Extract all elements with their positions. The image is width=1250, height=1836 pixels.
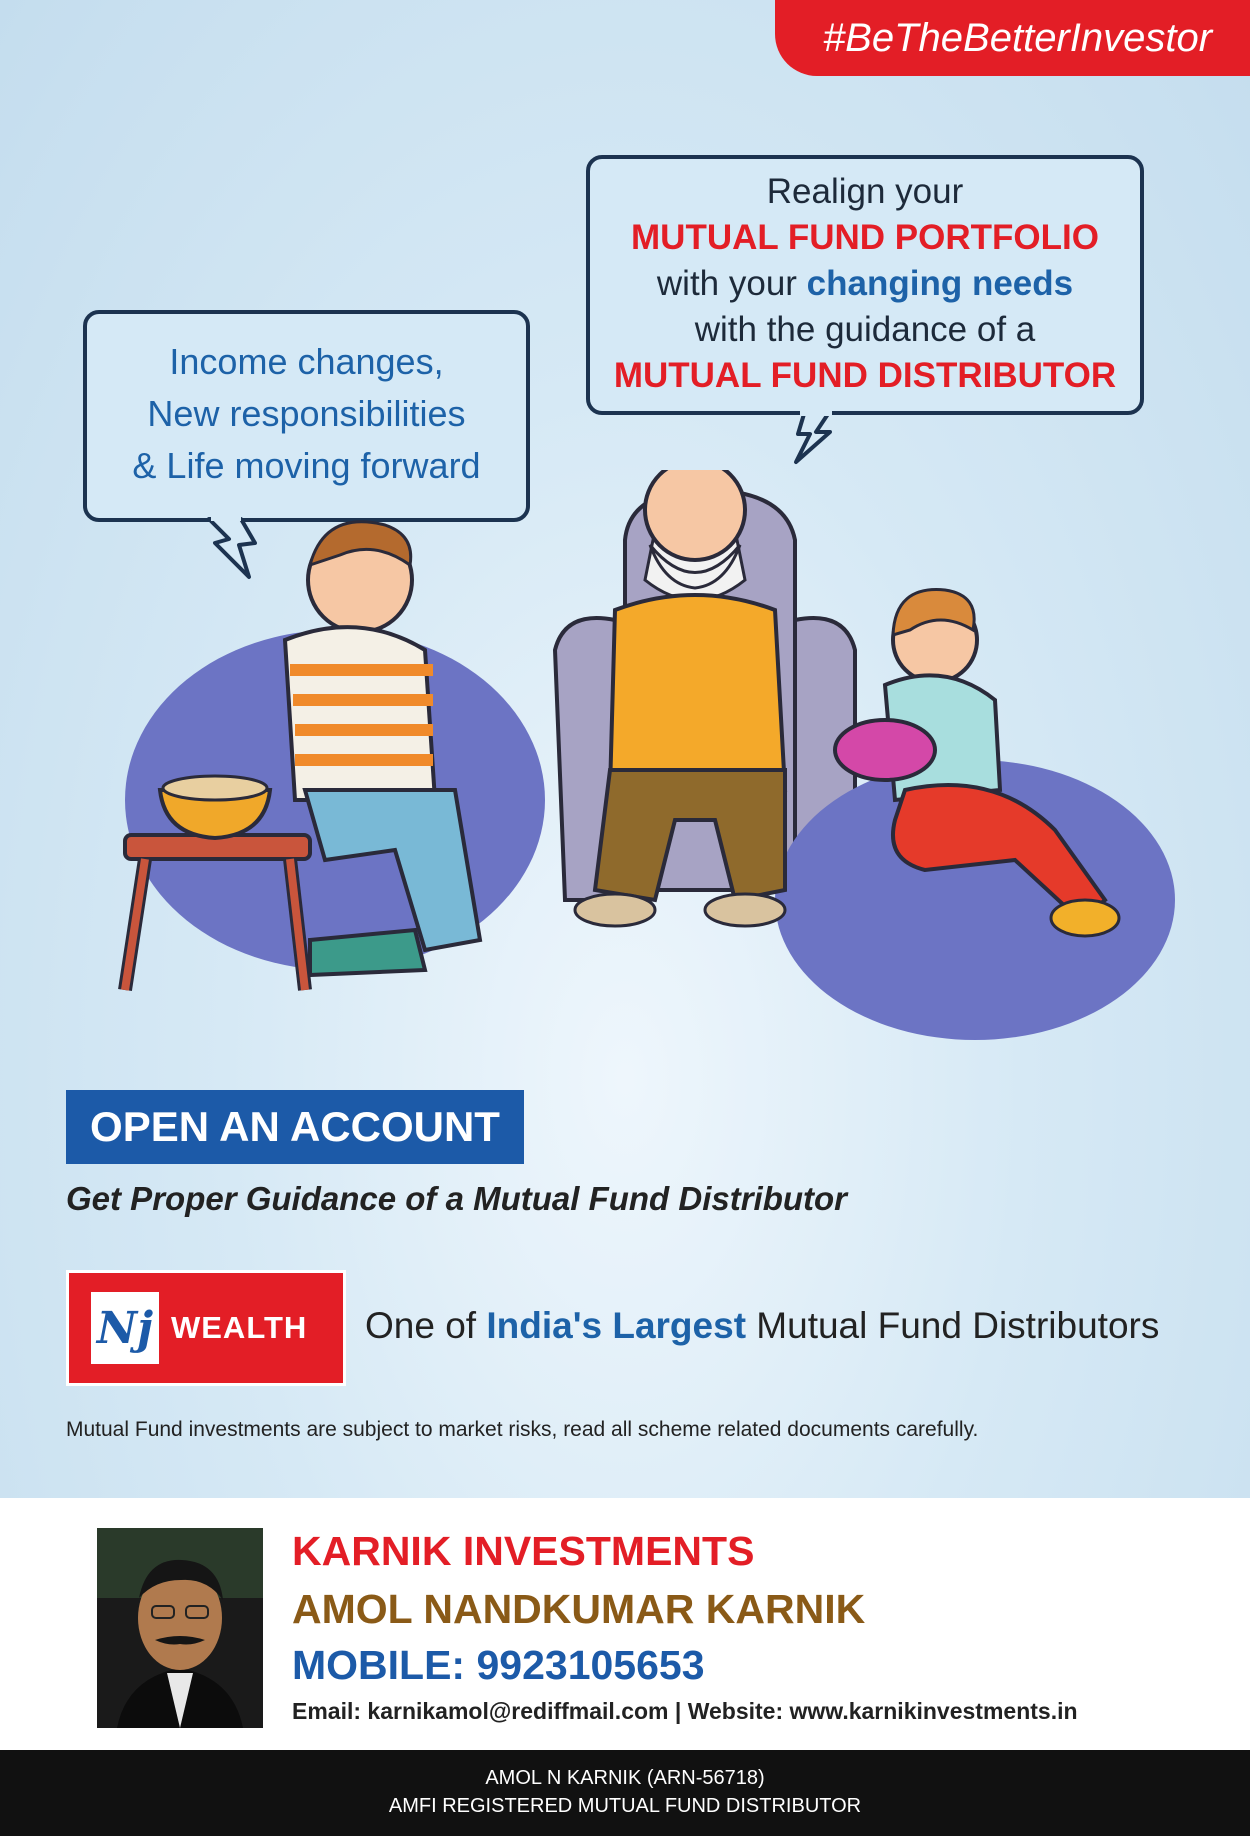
bubble-left-line: & Life moving forward bbox=[132, 445, 481, 486]
speech-bubble-right bbox=[586, 155, 1144, 415]
elder-sweater bbox=[610, 595, 785, 790]
distributor-name: AMOL NANDKUMAR KARNIK bbox=[292, 1586, 866, 1632]
footer-arn: AMOL N KARNIK (ARN-56718) bbox=[485, 1767, 765, 1789]
hashtag-banner: #BeTheBetterInvestor bbox=[775, 0, 1250, 76]
footer-registration: AMFI REGISTERED MUTUAL FUND DISTRIBUTOR bbox=[388, 1795, 862, 1817]
nj-wealth-logo bbox=[66, 1270, 346, 1386]
bubble-left-line: Income changes, bbox=[169, 341, 444, 382]
footer bbox=[0, 1750, 1250, 1836]
tagline-text: One of bbox=[365, 1305, 487, 1346]
distributor-profile bbox=[0, 1498, 1250, 1750]
tagline-highlight: India's Largest bbox=[486, 1305, 747, 1346]
family-illustration bbox=[95, 470, 1175, 1060]
bubble-left-line: New responsibilities bbox=[147, 393, 466, 434]
mobile-number[interactable]: MOBILE: 9923105653 bbox=[292, 1642, 705, 1688]
nj-logo-mark bbox=[91, 1292, 159, 1364]
bubble-right-tail bbox=[790, 410, 860, 466]
young-man-sweater bbox=[285, 627, 435, 800]
bubble-right-highlight: MUTUAL FUND DISTRIBUTOR bbox=[613, 356, 1117, 395]
bubble-right-line: with the guidance of a bbox=[694, 310, 1036, 349]
nj-logo-letters: Nj bbox=[96, 1302, 154, 1354]
distributor-photo bbox=[97, 1528, 263, 1728]
bubble-right-line bbox=[590, 261, 1140, 307]
cta-subtitle: Get Proper Guidance of a Mutual Fund Distributor bbox=[66, 1180, 848, 1217]
bubble-right-text: with your bbox=[656, 264, 807, 303]
bubble-right-highlight: MUTUAL FUND PORTFOLIO bbox=[631, 218, 1099, 257]
risk-disclaimer: Mutual Fund investments are subject to market risks, read all scheme related documents carefully. bbox=[66, 1418, 979, 1441]
pillow bbox=[835, 720, 935, 780]
contact-details[interactable]: Email: karnikamol@rediffmail.com | Website: www.karnikinvestments.in bbox=[292, 1698, 1078, 1724]
bubble-right-highlight: changing needs bbox=[806, 264, 1074, 303]
tagline-text: Mutual Fund Distributors bbox=[746, 1305, 1160, 1346]
nj-logo-word: WEALTH bbox=[171, 1310, 308, 1345]
bubble-right-line: Realign your bbox=[766, 172, 964, 211]
open-account-button[interactable]: OPEN AN ACCOUNT bbox=[66, 1090, 524, 1164]
company-name: KARNIK INVESTMENTS bbox=[292, 1528, 755, 1574]
brand-tagline bbox=[365, 1305, 1159, 1347]
elder-head bbox=[645, 470, 745, 560]
